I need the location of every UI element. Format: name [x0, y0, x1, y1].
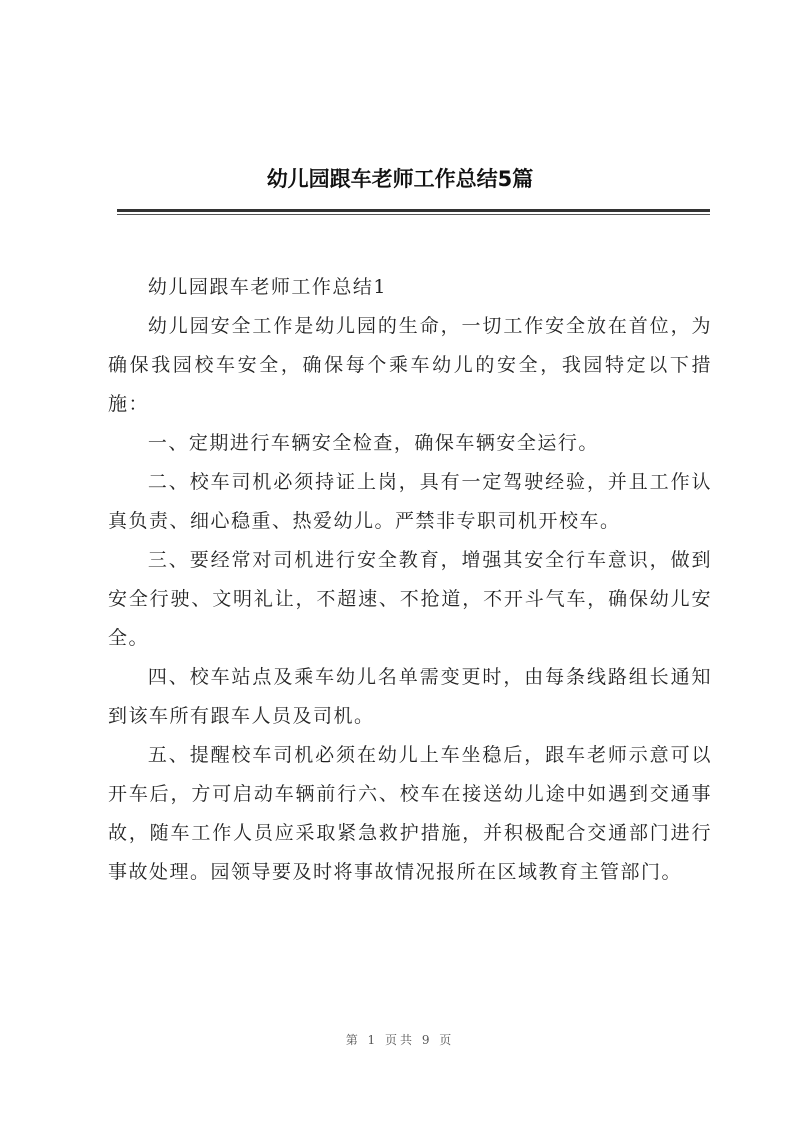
section-heading: 幼儿园跟车老师工作总结1: [147, 276, 387, 298]
paragraph-item-5: 五、提醒校车司机必须在幼儿上车坐稳后，跟车老师示意可以开车后，方可启动车辆前行六、校车在接送幼儿途中如遇到交通事故，随车工作人员应采取紧急救护措施，并积极配合交通部门进行事故处理。园领导要及时将事故情况报所在区域教育主管部门。: [108, 744, 712, 883]
title-divider-thin: [117, 214, 710, 215]
page-footer: 第 1 页共 9 页: [345, 1033, 455, 1047]
paragraph-item-1: 一、定期进行车辆安全检查，确保车辆安全运行。: [147, 432, 599, 454]
paragraph-item-4: 四、校车站点及乘车幼儿名单需变更时，由每条线路组长通知到该车所有跟车人员及司机。: [108, 666, 712, 727]
title-divider: [117, 209, 710, 212]
document-body: [108, 268, 712, 892]
paragraph-intro: 幼儿园安全工作是幼儿园的生命，一切工作安全放在首位，为确保我园校车安全，确保每个乘车幼儿的安全，我园特定以下措施：: [108, 315, 712, 415]
paragraph-item-2: 二、校车司机必须持证上岗，具有一定驾驶经验，并且工作认真负责、细心稳重、热爱幼儿。严禁非专职司机开校车。: [108, 471, 712, 532]
paragraph-item-3: 三、要经常对司机进行安全教育，增强其安全行车意识，做到安全行驶、文明礼让，不超速、不抢道，不开斗气车，确保幼儿安全。: [108, 549, 712, 649]
page-title: 幼儿园跟车老师工作总结5篇: [266, 167, 534, 191]
